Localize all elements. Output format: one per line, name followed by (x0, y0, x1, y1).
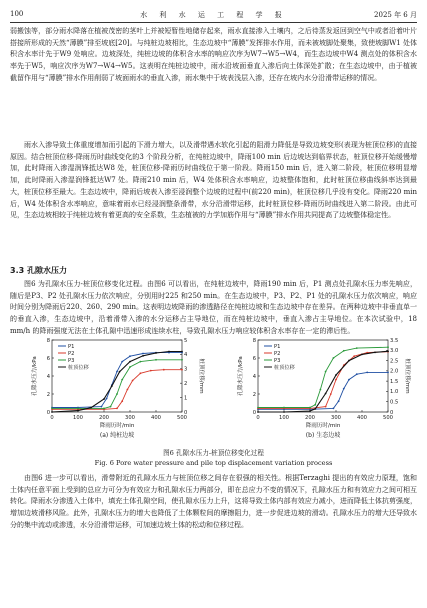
y-right-tick-label: 0.5 (390, 399, 399, 406)
data-point-P3 (155, 359, 157, 361)
series-line-P2 (52, 370, 182, 410)
y-left-axis-label: 孔隙水压力/kPa (238, 356, 244, 396)
data-point-桩顶位移 (348, 360, 350, 362)
data-point-P1 (356, 373, 358, 375)
data-point-桩顶位移 (119, 371, 121, 373)
data-point-桩顶位移 (335, 374, 337, 376)
series-line-P3 (258, 347, 388, 407)
data-point-P3 (320, 389, 322, 391)
series-line-P3 (52, 360, 182, 409)
data-point-P2 (121, 400, 123, 402)
plot-frame (52, 340, 182, 412)
data-point-P3 (356, 347, 358, 349)
y-right-tick-label: 0 (184, 409, 188, 416)
data-point-P1 (106, 398, 108, 400)
x-tick-label: 200 (99, 415, 109, 421)
data-point-P2 (309, 408, 311, 410)
series-line-P1 (258, 372, 388, 409)
y-right-tick-label: 1.0 (390, 389, 399, 396)
y-left-tick-label: 8 (46, 337, 50, 344)
data-point-桩顶位移 (309, 410, 311, 412)
chart-subcaption: (a) 纯桩边坡 (99, 432, 135, 439)
data-point-桩顶位移 (314, 408, 316, 410)
data-point-桩顶位移 (90, 407, 92, 409)
data-point-P1 (155, 352, 157, 354)
y-left-tick-label: 4 (46, 373, 50, 380)
x-axis-label: 降雨历时/min (305, 423, 341, 429)
y-right-tick-label: 2.0 (390, 368, 399, 375)
data-point-P3 (181, 359, 183, 361)
data-point-桩顶位移 (374, 351, 376, 353)
page-header (10, 8, 417, 23)
data-point-P2 (181, 369, 183, 371)
data-point-P3 (51, 408, 53, 410)
y-left-tick-label: 4 (252, 373, 256, 380)
paragraph-4: 由图6 进一步可以看出，滑带附近的孔隙水压力与桩顶位移之间存在很强的相关性。根据Terzaghi 提出的有效应力原理，饱和土体内任意平面上受到的总应力可分为有效应力和孔隙水压力两部分，即在总应力不变的情况下，孔隙水压力和有效应力之间可相互转化。降雨水分渗透入土体中，填充土体孔隙空间，使孔隙水压力上升，这将导致土体内部有效应力减小，进而降低土体抗剪强度，增加边坡滑移风险。此外，孔隙水压力的增大也降低了土体颗粒间的摩擦阻力，进一步促进边坡的滑动。孔隙水压力的增大还导致水分的集中流动或渗透，水分沿滑带运移，可加速边坡土体的松动和位移过程。 (10, 474, 417, 529)
figure-caption-cn: 图6 孔隙水压力-桩顶位移变化过程 (163, 449, 264, 457)
y-right-tick-label: 3.0 (390, 348, 399, 355)
data-point-P3 (116, 393, 118, 395)
figure-caption-en: Fig. 6 Pore water pressure and pile top displacement variation process (94, 459, 333, 467)
data-point-P2 (127, 389, 129, 391)
x-tick-label: 500 (177, 415, 187, 421)
legend-label: P2 (274, 351, 281, 357)
y-left-tick-label: 2 (252, 391, 256, 398)
x-axis-label: 降雨历时/min (99, 423, 135, 429)
paragraph-1: 弱搬蚀等，部分雨水降落在植被茂密的茎叶上并被短暂性地储存起来，雨水直接渗入土壤内，之后待蒸发返回到空气中或者沿着叶片搭接所形成的天然“薄膜”排至坡底[20]。与纯桩边坡相比，生态边坡中“薄膜”发挥排水作用，而未被坡脚处聚集，致使坡脚W1 处体积含水率计先于W9 处响应。边坡深处，纯桩边坡的体积含水率的响应次序为W7→W5→W4，而生态边坡中W4 测点处的体积含水率先于W5，响应次序为W7→W4→W5。这表明在纯桩边坡中，雨水沿坡面垂直入渗后向土体深处扩散；在生态边坡中，由于植被截留作用与“薄膜”排水作用削弱了坡面雨水的垂直入渗，雨水集中于坡表浅层入渗，还存在坡内水分沿滑带运移的情况。 (10, 27, 417, 82)
data-point-P3 (314, 404, 316, 406)
data-point-P3 (333, 357, 335, 359)
data-point-P3 (77, 408, 79, 410)
data-point-P2 (353, 355, 355, 357)
data-point-桩顶位移 (51, 411, 53, 413)
legend-label: P3 (68, 358, 75, 364)
data-point-P1 (111, 384, 113, 386)
y-left-tick-label: 8 (252, 337, 256, 344)
data-point-P2 (140, 372, 142, 374)
data-point-P2 (343, 364, 345, 366)
legend-label: P1 (274, 344, 281, 350)
legend-label: P1 (68, 344, 75, 350)
y-left-tick-label: 0 (46, 409, 50, 416)
data-point-P2 (103, 408, 105, 410)
x-tick-label: 500 (383, 415, 393, 421)
issue-date: 2025 年 6 月 (374, 11, 417, 19)
y-right-tick-label: 1 (184, 395, 188, 402)
data-point-P3 (121, 379, 123, 381)
x-tick-label: 0 (256, 415, 260, 421)
y-right-tick-label: 2.5 (390, 358, 399, 365)
y-right-axis-label: 桩顶位移/mm (404, 358, 410, 394)
data-point-P1 (338, 400, 340, 402)
x-tick-label: 0 (50, 415, 54, 421)
data-point-P1 (181, 352, 183, 354)
data-point-P2 (387, 351, 389, 353)
section-heading: 3.3 孔隙水压力 (10, 266, 67, 275)
data-point-桩顶位移 (181, 351, 183, 353)
journal-title: 水 利 水 运 工 程 学 报 (140, 11, 287, 19)
paragraph-3: 图6 为孔隙水压力-桩顶位移变化过程。由图6 可以看出，在纯桩边坡中，降雨190 min 后，P1 测点处孔隙水压力率先响应，随后是P3、P2 处孔隙水压力依次响应，分别用时225 和250 min。在生态边坡中，P3、P2、P1 处的孔隙水压力依次响应，响应时间分别为降雨后220、260、290 min。这表明边坡降雨的渗透路径在纯桩边坡和生态边坡中存在差异。在两种边坡中非垂直单一的垂直入渗，生态边坡中，沿着滑带入渗的水分运移占主导地位，而在纯桩边坡中，垂直入渗占主导地位。在本次试验中，18 mm/h 的降雨强度无法在土体孔隙中迅速形成连续水柱，导致孔隙水压力响应较体积含水率存在一定的滞后性。 (10, 280, 417, 335)
data-point-P1 (366, 372, 368, 374)
y-left-axis-label: 孔隙水压力/kPa (32, 356, 38, 396)
y-left-tick-label: 2 (46, 391, 50, 398)
data-point-P2 (116, 408, 118, 410)
chart-subcaption: (b) 生态边坡 (305, 432, 341, 439)
y-right-tick-label: 1.5 (390, 378, 399, 385)
data-point-P2 (163, 369, 165, 371)
data-point-P3 (140, 361, 142, 363)
data-point-桩顶位移 (387, 350, 389, 352)
data-point-桩顶位移 (129, 361, 131, 363)
data-point-P2 (257, 408, 259, 410)
data-point-桩顶位移 (155, 352, 157, 354)
series-line-P1 (52, 353, 182, 408)
series-line-P2 (258, 352, 388, 409)
y-left-tick-label: 0 (252, 409, 256, 416)
legend-label: 桩顶位移 (68, 365, 89, 371)
x-tick-label: 300 (125, 415, 135, 421)
y-right-tick-label: 4 (184, 352, 188, 359)
data-point-P1 (309, 408, 311, 410)
data-point-P2 (330, 393, 332, 395)
data-point-P1 (116, 371, 118, 373)
data-point-P1 (101, 406, 103, 408)
data-point-桩顶位移 (103, 398, 105, 400)
data-point-P2 (366, 352, 368, 354)
y-left-tick-label: 6 (252, 355, 256, 362)
page-number: 100 (10, 10, 24, 18)
data-point-桩顶位移 (257, 411, 259, 413)
data-point-P3 (325, 371, 327, 373)
data-point-P3 (387, 346, 389, 348)
data-point-桩顶位移 (111, 385, 113, 387)
data-point-P1 (121, 361, 123, 363)
data-point-P3 (257, 407, 259, 409)
x-tick-label: 400 (151, 415, 161, 421)
data-point-桩顶位移 (168, 351, 170, 353)
data-point-桩顶位移 (283, 411, 285, 413)
series-line-桩顶位移 (258, 351, 388, 412)
data-point-P2 (335, 379, 337, 381)
data-point-P2 (325, 406, 327, 408)
data-point-P2 (77, 408, 79, 410)
data-point-P1 (283, 408, 285, 410)
plot-frame (258, 340, 388, 412)
data-point-P3 (110, 406, 112, 408)
y-right-tick-label: 2 (184, 381, 188, 387)
data-point-P3 (309, 407, 311, 409)
data-point-P1 (333, 408, 335, 410)
data-point-P2 (150, 370, 152, 372)
x-tick-label: 100 (73, 415, 83, 421)
data-point-P3 (103, 408, 105, 410)
chart-2 (236, 338, 412, 439)
data-point-P1 (257, 408, 259, 410)
y-right-tick-label: 3 (184, 366, 188, 373)
data-point-P2 (132, 380, 134, 382)
legend-label: 桩顶位移 (274, 365, 295, 371)
legend-label: P3 (274, 358, 281, 364)
data-point-P1 (348, 379, 350, 381)
x-tick-label: 300 (331, 415, 341, 421)
data-point-P1 (77, 407, 79, 409)
chart-1 (30, 338, 206, 439)
data-point-P1 (129, 355, 131, 357)
data-point-P3 (343, 350, 345, 352)
data-point-桩顶位移 (142, 355, 144, 357)
y-left-tick-label: 6 (46, 355, 50, 362)
y-right-tick-label: 3.5 (390, 337, 399, 344)
data-point-P1 (387, 372, 389, 374)
data-point-P2 (51, 408, 53, 410)
data-point-P1 (168, 352, 170, 354)
y-right-tick-label: 0 (390, 409, 394, 416)
data-point-P1 (51, 407, 53, 409)
data-point-桩顶位移 (325, 393, 327, 395)
y-right-axis-label: 桩顶位移/mm (198, 358, 204, 394)
x-tick-label: 200 (305, 415, 315, 421)
data-point-P3 (283, 407, 285, 409)
data-point-P1 (343, 388, 345, 390)
x-tick-label: 100 (279, 415, 289, 421)
x-tick-label: 400 (357, 415, 367, 421)
series-line-桩顶位移 (52, 352, 182, 413)
y-right-tick-label: 5 (184, 337, 188, 344)
data-point-P3 (129, 366, 131, 368)
data-point-桩顶位移 (77, 410, 79, 412)
data-point-P1 (142, 353, 144, 355)
paragraph-2: 雨水入渗导致土体重度增加而引起的下滑力增大，以及滑带遇水软化引起的阻滑力降低是导致边坡变形(表现为桩顶位移)的直接原因。结合桩顶位移-降雨历时曲线变化的3 个阶段分析，在纯桩边坡中，降雨100 min 后边坡达到临界状态，桩顶位移开始缓慢增加，此时降雨入渗湿润锋抵达W8 处，桩顶位移-降雨历时曲线位于第一阶段。降雨150 min 后，进入第二阶段，桩顶位移明显增加，此时降雨入渗湿润锋抵达W7 处。降雨210 min 后，W4 处体积含水率响应，边坡整体饱和，此时桩顶位移曲线斜率达到最大，桩顶位移至最大。生态边坡中，降雨后坡表入渗至浸润整个边坡的过程中(前220 min)，桩顶位移几乎没有变化。降雨220 min 后，W4 处体积含水率响应，意味着雨水已经浸润整条滑带，水分沿滑带运移，此时桩顶位移-降雨历时曲线进入第二阶段。由此可见，生态边坡相较于纯桩边坡有着更高的安全系数，生态植被的力学加筋作用与“薄膜”排水作用共同提高了边坡整体稳定性。 (10, 141, 417, 220)
data-point-桩顶位移 (361, 354, 363, 356)
legend-label: P2 (68, 351, 75, 357)
data-point-P2 (283, 408, 285, 410)
